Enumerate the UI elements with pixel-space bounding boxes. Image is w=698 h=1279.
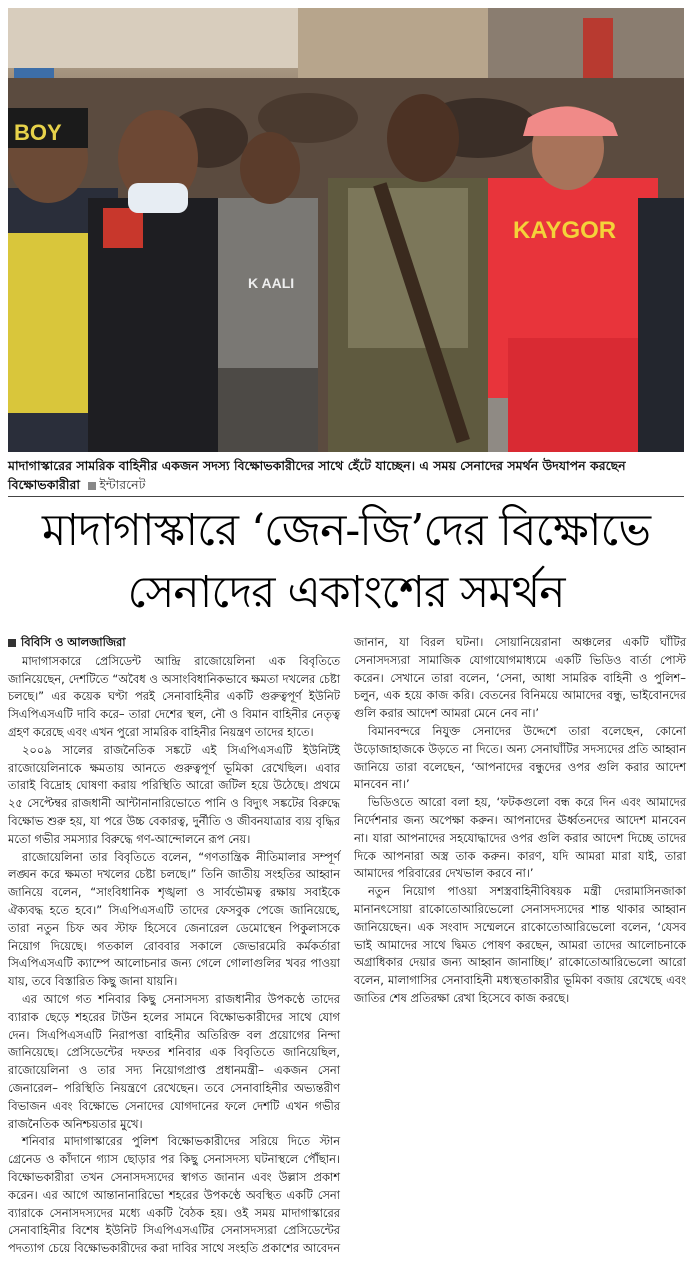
divider — [8, 496, 684, 497]
camera-icon — [88, 482, 96, 490]
paragraph-3: রাজোয়েলিনা তার বিবৃতিতে বলেন, “গণতান্ত্রিক নীতিমালার সম্পূর্ণ লঙ্ঘন করে ক্ষমতা দখলের চেষ্টা চলছে।” তিনি জাতীয় সংহতির আহ্বান জানিয়ে বলেন, “সাংবিধানিক শৃঙ্খলা ও সার্বভৌমত্ব রক্ষায় সবাইকে ঐক্যবদ্ধ হতে হবে।” সিএপিএসএটি তাদের ফেসবুক পেজে জানিয়েছে, তারা নতুন চিফ অব স্টাফ হিসেবে জেনারেল ডেমোস্থেন পিকুলাসকে নিয়োগ দিয়েছে। গতকাল রোববার সকালে জেভারমেরি কর্মকর্তারা সিএপিএসএটি ক্যাম্পে আলোচনার জন্য গেলে গোলাগুলির খবর পাওয়া যায়, তবে বিস্তারিত কিছু জানা যায়নি। — [8, 849, 340, 989]
article-source — [8, 634, 340, 652]
paragraph-2: ২০০৯ সালের রাজনৈতিক সঙ্কটে এই সিএপিএসএটি ইউনিটই রাজোয়েলিনাকে ক্ষমতায় আনতে গুরুত্বপূর্ণ ভূমিকা রেখেছিল। এবার তারাই বিদ্রোহ ঘোষণা করায় পরিস্থিতি আরো জটিল হয়ে উঠেছে। প্রথমে ২৫ সেপ্টেম্বর রাজধানী আন্টানানারিভোতে পানি ও বিদ্যুৎ সঙ্কটের বিরুদ্ধে বিক্ষোভ শুরু হয়, যা পরে উচ্চ বেকারত্ব, দুর্নীতি ও জীবনযাত্রার ব্যয় বৃদ্ধির মতো গভীর সমস্যার বিরুদ্ধে গণ-আন্দোলনে রূপ নেয়। — [8, 742, 340, 846]
photo-credit: ইন্টারনেট — [99, 477, 146, 492]
headline — [8, 500, 684, 624]
cap-text: BOY — [14, 120, 62, 145]
protest-scene-illustration — [8, 8, 684, 452]
paragraph-4: এর আগে গত শনিবার কিছু সেনাসদস্য রাজধানীর উপকণ্ঠে তাদের ব্যারাক ছেড়ে শহরের টাউন হলের সামনে বিক্ষোভকারীদের সাথে যোগ দেন। সিএপিএসএটি নিরাপত্তা বাহিনীর অতিরিক্ত বল প্রয়োগের নিন্দা জানিয়েছে। প্রেসিডেন্টের দফতর শনিবার এক বিবৃতিতে জানিয়েছিল, রাজোয়েলিনা ও তার সদ্য নিয়োগপ্রাপ্ত প্রধানমন্ত্রী– একজন সেনা জেনারেল– পরিস্থিতি নিয়ন্ত্রণে রেখেছেন। তবে সেনাবাহিনীর অভ্যন্তরীণ বিভাজন এবং বিক্ষোভে সেনাদের যোগদানের ফলে দেশটি এখন গভীর রাজনৈতিক অনিশ্চয়তার মুখে। — [8, 991, 340, 1131]
paragraph-8: নতুন নিয়োগ পাওয়া সশস্ত্রবাহিনীবিষয়ক মন্ত্রী দেরামাসিনজাকা মানানৎসোয়া রাকোতোআরিভেলো সেনাসদস্যদের শান্ত থাকার আহ্বান জানিয়েছেন। এক সংবাদ সম্মেলনে রাকোতোআরিভেলো বলেন, ‘যেসব ভাই আমাদের সাথে দ্বিমত পোষণ করছেন, আমরা তাদের আলোচনাকে অগ্রাধিকার দেয়ার জন্য আহ্বান জানাচ্ছি।’ রাকোতোআরিভেলো আরো বলেন, মালাগাসির সেনাবাহিনী মধ্যস্থতাকারীর ভূমিকা বজায় রেখেছে এবং জাতির শেষ প্রতিরক্ষা রেখা হিসেবে কাজ করছে। — [354, 884, 686, 1005]
article-body — [8, 634, 686, 1274]
headline-line-2: সেনাদের একাংশের সমর্থন — [127, 567, 565, 618]
news-photo — [8, 8, 684, 452]
shirt-text: KAYGOR — [513, 217, 617, 244]
paragraph-7: ভিডিওতে আরো বলা হয়, ‘ফটকগুলো বন্ধ করে দিন এবং আমাদের নির্দেশনার জন্য অপেক্ষা করুন। আপনাদের ঊর্ধ্বতনদের আদেশ মানবেন না। যারা আপনাদের সহযোদ্ধাদের ওপর গুলি করার আদেশ দিচ্ছে তাদের দিকে আপনারা অস্ত্র তাক করুন। কারণ, যদি আমরা মারা যাই, তারা আমাদের পরিবারের দেখভাল করবে না।’ — [354, 795, 686, 881]
square-bullet-icon — [8, 639, 16, 647]
tshirt-text: K AALI — [248, 275, 295, 291]
paragraph-5: শনিবার মাদাগাস্কারের পুলিশ বিক্ষোভকারীদের সরিয়ে দিতে স্টান গ্রেনেড ও কাঁদানে গ্যাস ছোড়ার পর কিছু সেনাসদস্য ঘটনাস্থলে পৌঁছান। বিক্ষোভকারীরা তখন সেনাসদস্যদের স্বাগত জানান এবং উল্লাস প্রকাশ করেন। এর আগে আন্তানানারিভো শহরের উপকণ্ঠে অবস্থিত একটি সেনা ব্যারাকে সেনাসদস্যদের মধ্যে একটি বৈঠক হয়। ওই সময় মাদাগাস্কারের সেনাবাহিনীর বিশেষ ইউনিট সিএপিএসএটির সেনাসদস্যরা প্রেসিডেন্টের পদত্যাগ চেয়ে বিক্ষোভকারীদের করা দাবির সাথে সংহতি প্রকাশের আবেদন জানান, যা বিরল ঘটনা। সোয়ানিয়েরানা অঞ্চলের একটি ঘাঁটির সেনাসদস্যরা সামাজিক যোগাযোগমাধ্যমে একটি ভিডিও বার্তা পোস্ট করেন। সেখানে তারা বলেন, ‘সেনা, আধা সামরিক বাহিনী ও পুলিশ– চলুন, এক হয়ে কাজ করি। বেতনের বিনিময়ে আমাদের বন্ধু, ভাইবোনদের গুলি করার আদেশ আমরা মেনে নেব না।’ — [8, 635, 686, 1256]
paragraph-6: বিমানবন্দরে নিযুক্ত সেনাদের উদ্দেশে তারা বলেছেন, কোনো উড়োজাহাজকে উড়তে না দিতে। অন্য সেনাঘাঁটির সদস্যদের প্রতি আহ্বান জানিয়ে তারা বলেছেন, ‘আপনাদের বন্ধুদের ওপর গুলি করার আদেশ মানবেন না।’ — [354, 723, 686, 792]
source-label: বিবিসি ও আলজাজিরা — [21, 635, 126, 649]
caption-text: মাদাগাস্কারের সামরিক বাহিনীর একজন সদস্য বিক্ষোভকারীদের সাথে হেঁটে যাচ্ছেন। এ সময় সেনাদের সমর্থন উদযাপন করছেন বিক্ষোভকারীরা — [8, 458, 626, 492]
headline-line-1: মাদাগাস্কারে ‘জেন-জি’দের বিক্ষোভে — [41, 505, 651, 556]
photo-caption — [8, 456, 684, 494]
paragraph-1: মাদাগাসকারে প্রেসিডেন্ট আন্দ্রি রাজোয়েলিনা এক বিবৃতিতে জানিয়েছেন, দেশটিতে “অবৈধ ও অসাংবিধানিকভাবে ক্ষমতা দখলের চেষ্টা চলছে।” এর কয়েক ঘণ্টা পরই সেনাবাহিনীর একটি গুরুত্বপূর্ণ ইউনিট সিএপিএসএটি দাবি করে– তারা দেশের স্থল, নৌ ও বিমান বাহিনীর নেতৃত্ব গ্রহণ করেছে এবং এখন পুরো সামরিক বাহিনীর নিয়ন্ত্রণ তাদের হাতে। — [8, 653, 340, 739]
